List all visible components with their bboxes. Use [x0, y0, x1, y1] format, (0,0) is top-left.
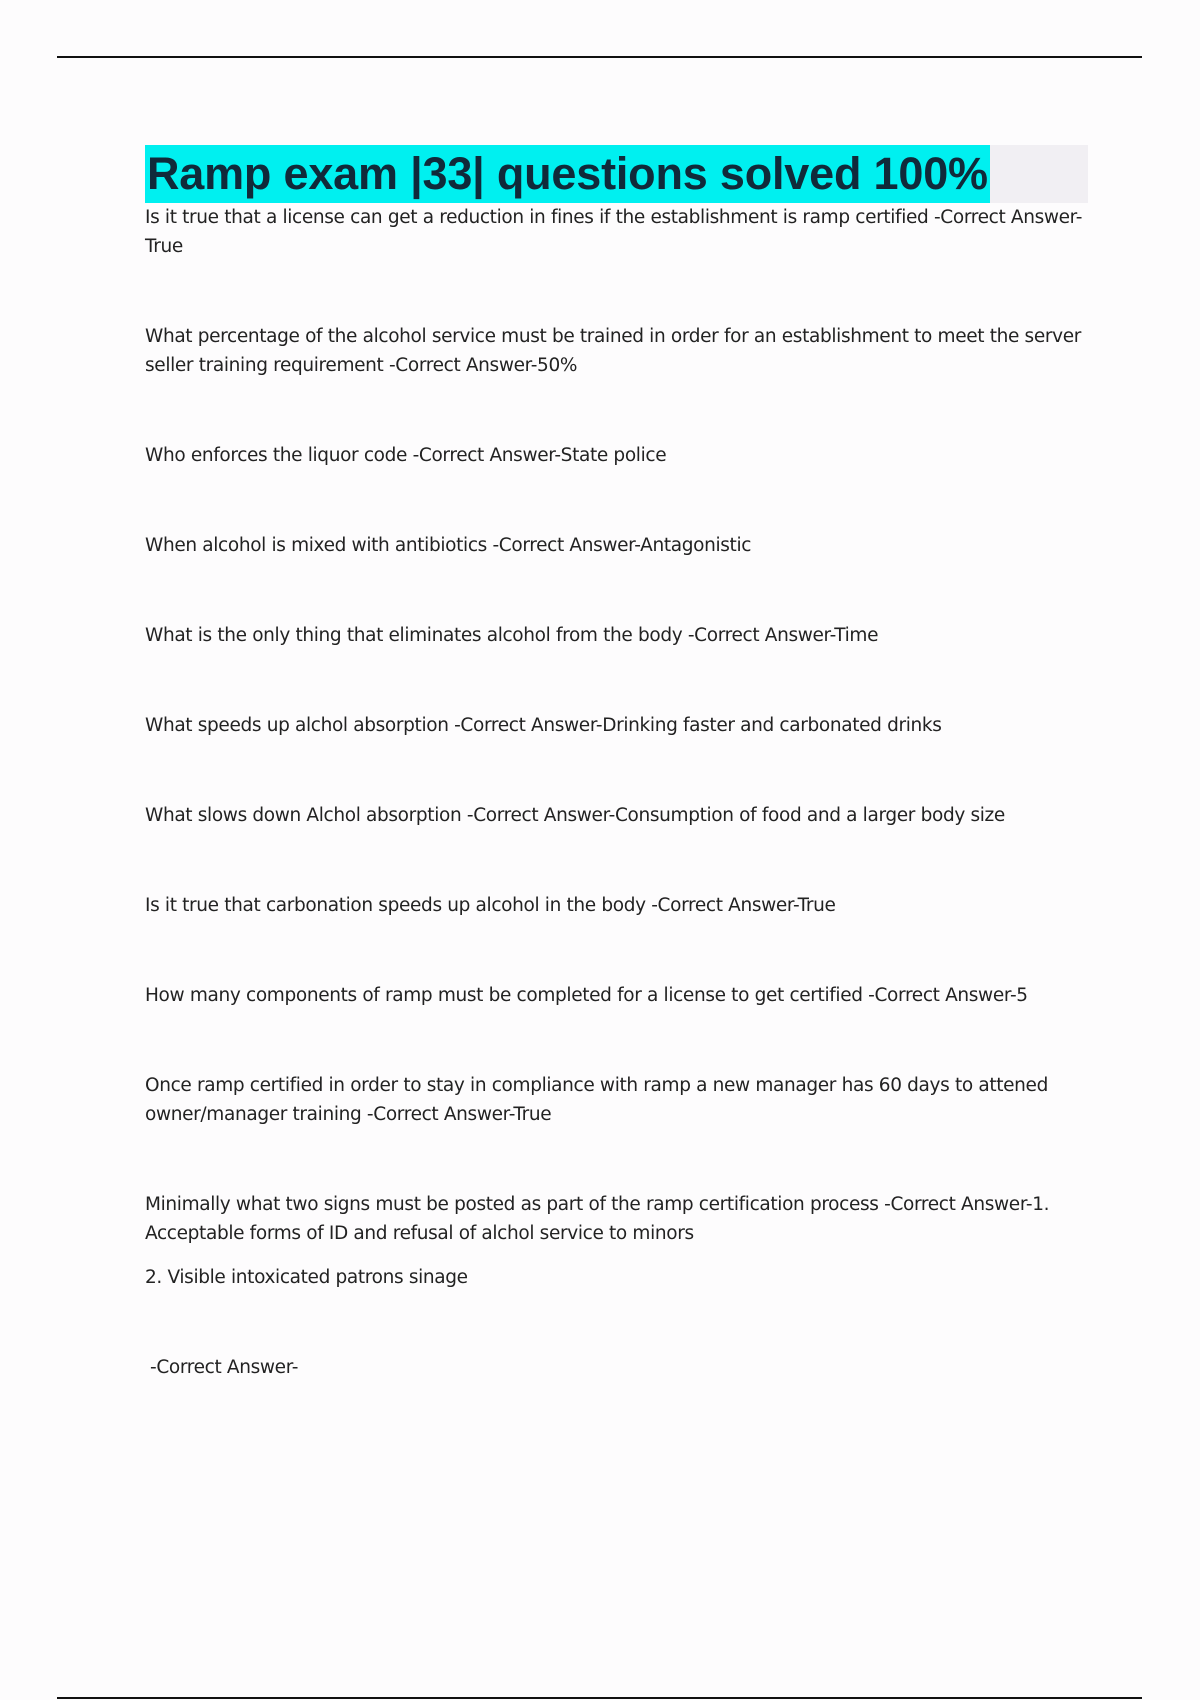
document-title: Ramp exam |33| questions solved 100%	[145, 145, 990, 203]
qa-item-9: How many components of ramp must be completed for a license to get certified -Correct Answer-5	[145, 985, 1028, 1006]
qa-item-1: Is it true that a license can get a reduction in fines if the establishment is ramp certified -Correct Answer-True	[145, 207, 1083, 257]
qa-item-2: What percentage of the alcohol service must be trained in order for an establishment to meet the server seller training requirement -Correct Answer-50%	[145, 326, 1082, 376]
qa-item-3: Who enforces the liquor code -Correct Answer-State police	[145, 445, 667, 466]
qa-item-7: What slows down Alchol absorption -Correct Answer-Consumption of food and a larger body size	[145, 805, 1005, 826]
title-block	[145, 145, 1090, 203]
bottom-rule	[57, 1697, 1142, 1699]
qa-item-11-continued: 2. Visible intoxicated patrons sinage	[145, 1267, 468, 1288]
qa-item-12: -Correct Answer-	[150, 1357, 299, 1378]
qa-item-10: Once ramp certified in order to stay in compliance with ramp a new manager has 60 days to attened owner/manager training -Correct Answer-True	[145, 1075, 1048, 1125]
qa-item-8: Is it true that carbonation speeds up alcohol in the body -Correct Answer-True	[145, 895, 836, 916]
qa-item-4: When alcohol is mixed with antibiotics -Correct Answer-Antagonistic	[145, 535, 752, 556]
qa-item-11: Minimally what two signs must be posted as part of the ramp certification process -Correct Answer-1. Acceptable forms of ID and refusal of alchol service to minors	[145, 1194, 1050, 1244]
qa-item-5: What is the only thing that eliminates alcohol from the body -Correct Answer-Time	[145, 625, 879, 646]
top-rule	[57, 56, 1142, 58]
qa-item-6: What speeds up alchol absorption -Correct Answer-Drinking faster and carbonated drinks	[145, 715, 942, 736]
document-body	[145, 145, 1090, 1382]
